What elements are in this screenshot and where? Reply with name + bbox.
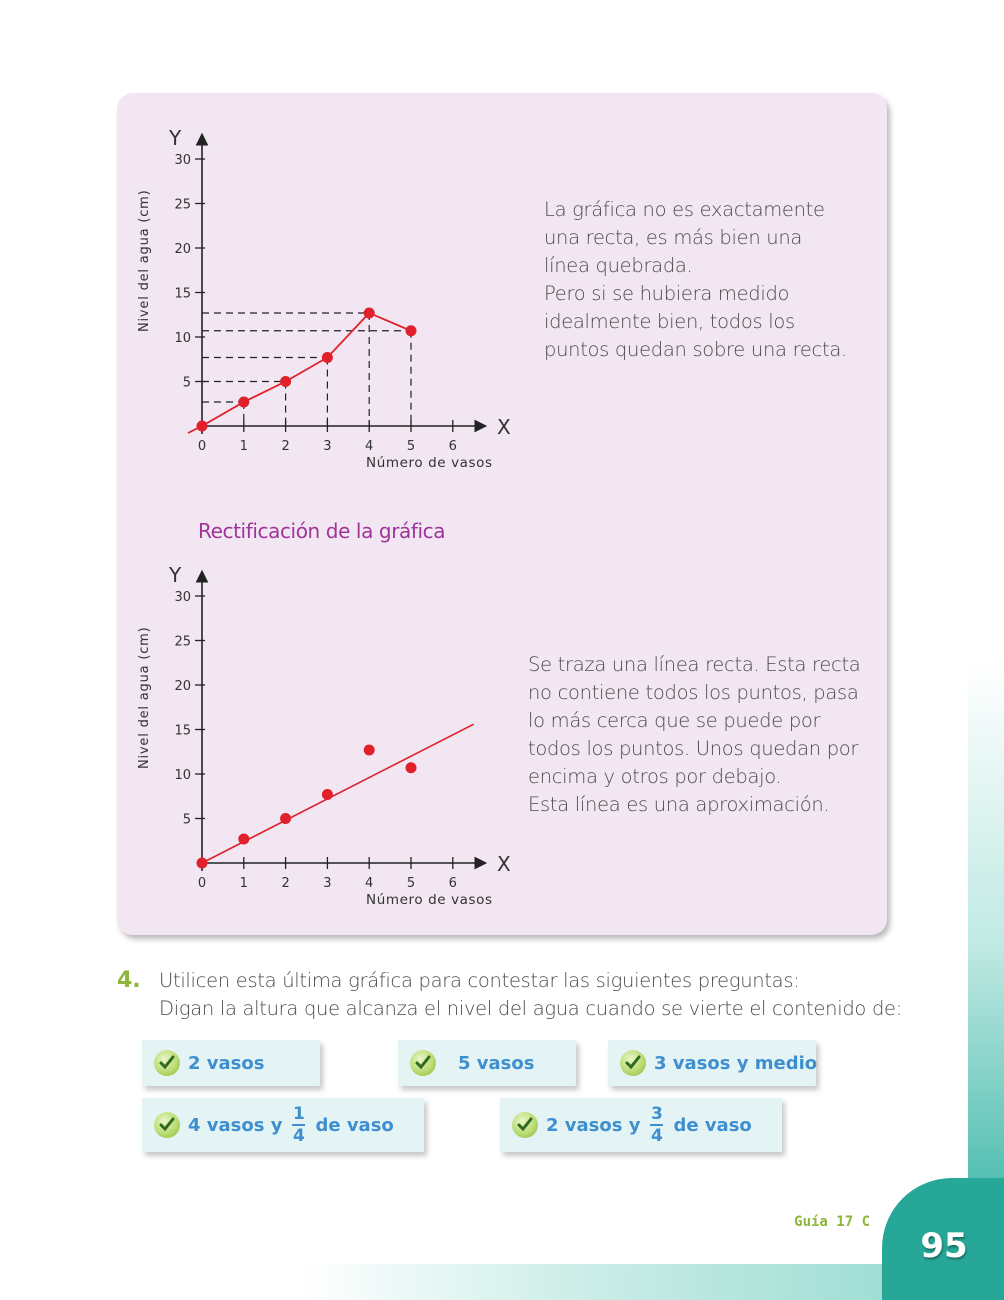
- y-tick-label: 15: [174, 286, 191, 302]
- fraction-numerator: 1: [293, 1104, 305, 1124]
- y-tick-label: 5: [182, 812, 191, 828]
- data-point: [406, 325, 417, 336]
- answer-label: 5 vasos: [458, 1052, 535, 1074]
- data-point: [197, 421, 208, 432]
- page-number: 95: [920, 1226, 968, 1266]
- x-tick-label: 5: [406, 439, 416, 454]
- x-tick-label: 1: [239, 439, 248, 454]
- check-icon: [154, 1112, 180, 1138]
- check-icon: [410, 1050, 436, 1076]
- question-text: [159, 967, 919, 1023]
- y-tick-label: 5: [182, 375, 191, 391]
- data-point: [280, 376, 291, 387]
- answer-label-prefix: 2 vasos y: [546, 1114, 641, 1136]
- data-point: [197, 858, 208, 869]
- fraction-denominator: 4: [651, 1126, 663, 1146]
- data-point: [322, 789, 333, 800]
- guide-label: Guía 17 C: [794, 1214, 870, 1230]
- y-axis-title: Nivel del agua (cm): [137, 189, 152, 332]
- data-point: [406, 762, 417, 773]
- fraction-numerator: 3: [651, 1104, 663, 1124]
- answer-label-suffix: de vaso: [315, 1114, 394, 1136]
- data-point: [322, 352, 333, 363]
- y-axis-title: Nivel del agua (cm): [137, 626, 152, 769]
- answer-item-2-vasos-tres-cuartos: [500, 1098, 782, 1152]
- x-tick-label: 5: [406, 876, 416, 891]
- answer-label: 3 vasos y medio: [654, 1052, 818, 1074]
- x-tick-label: 2: [281, 439, 290, 454]
- answer-label: 2 vasos: [188, 1052, 265, 1074]
- y-tick-label: 10: [174, 768, 191, 783]
- y-axis-letter: Y: [169, 563, 182, 587]
- x-axis-title: Número de vasos: [366, 455, 493, 471]
- x-tick-label: 6: [448, 876, 457, 891]
- y-tick-label: 25: [174, 634, 191, 650]
- check-icon: [154, 1050, 180, 1076]
- y-tick-label: 30: [174, 590, 191, 605]
- y-tick-label: 20: [174, 679, 191, 694]
- question-line-1: Utilicen esta última gráfica para contestar las siguientes preguntas:: [159, 969, 800, 992]
- question-number: 4.: [117, 968, 141, 993]
- answer-label: [546, 1105, 752, 1145]
- x-tick-label: 0: [197, 876, 207, 891]
- line-chart-measured: [137, 126, 511, 471]
- data-point: [364, 307, 375, 318]
- x-axis-title: Número de vasos: [366, 892, 493, 908]
- answer-item-2-vasos: [142, 1040, 320, 1086]
- y-tick-label: 25: [174, 197, 191, 213]
- check-icon: [512, 1112, 538, 1138]
- x-tick-label: 4: [365, 876, 374, 891]
- fraction-one-quarter: [292, 1105, 305, 1145]
- x-tick-label: 3: [323, 439, 332, 454]
- x-axis-letter: X: [497, 415, 511, 439]
- section-title: Rectificación de la gráfica: [198, 519, 446, 543]
- y-tick-label: 30: [174, 153, 191, 168]
- answer-item-3-vasos-y-medio: [608, 1040, 816, 1086]
- x-tick-label: 2: [281, 876, 290, 891]
- question-line-2: Digan la altura que alcanza el nivel del agua cuando se vierte el contenido de:: [159, 997, 903, 1020]
- fraction-three-quarters: [650, 1105, 663, 1145]
- x-axis-letter: X: [497, 852, 511, 876]
- y-tick-label: 10: [174, 331, 191, 346]
- answer-label: [188, 1105, 394, 1145]
- fraction-denominator: 4: [293, 1126, 305, 1146]
- data-point: [280, 813, 291, 824]
- x-tick-label: 6: [448, 439, 457, 454]
- explanation-broken-line: La gráfica no es exactamente una recta, es más bien una línea quebrada. Pero si se hubiera medido idealmente bien, todos los puntos quedan sobre una recta.: [544, 198, 847, 361]
- data-point: [238, 396, 249, 407]
- explanation-straight-line: Se traza una línea recta. Esta recta no contiene todos los puntos, pasa lo más cerca que se puede por todos los puntos. Unos quedan por encima y otros por debajo. Esta línea es una aproximación.: [528, 653, 861, 816]
- answer-item-4-vasos-un-cuarto: [142, 1098, 424, 1152]
- y-tick-label: 20: [174, 242, 191, 257]
- data-point: [238, 833, 249, 844]
- x-tick-label: 4: [365, 439, 374, 454]
- y-axis-letter: Y: [169, 126, 182, 150]
- line-chart-rectified: [137, 563, 511, 908]
- answer-label-suffix: de vaso: [673, 1114, 752, 1136]
- check-icon: [620, 1050, 646, 1076]
- answer-item-5-vasos: [398, 1040, 576, 1086]
- data-point: [364, 744, 375, 755]
- answer-label-prefix: 4 vasos y: [188, 1114, 283, 1136]
- decorative-bottom-band: [0, 1264, 1004, 1300]
- x-tick-label: 1: [239, 876, 248, 891]
- y-tick-label: 15: [174, 723, 191, 739]
- x-tick-label: 0: [197, 439, 207, 454]
- x-tick-label: 3: [323, 876, 332, 891]
